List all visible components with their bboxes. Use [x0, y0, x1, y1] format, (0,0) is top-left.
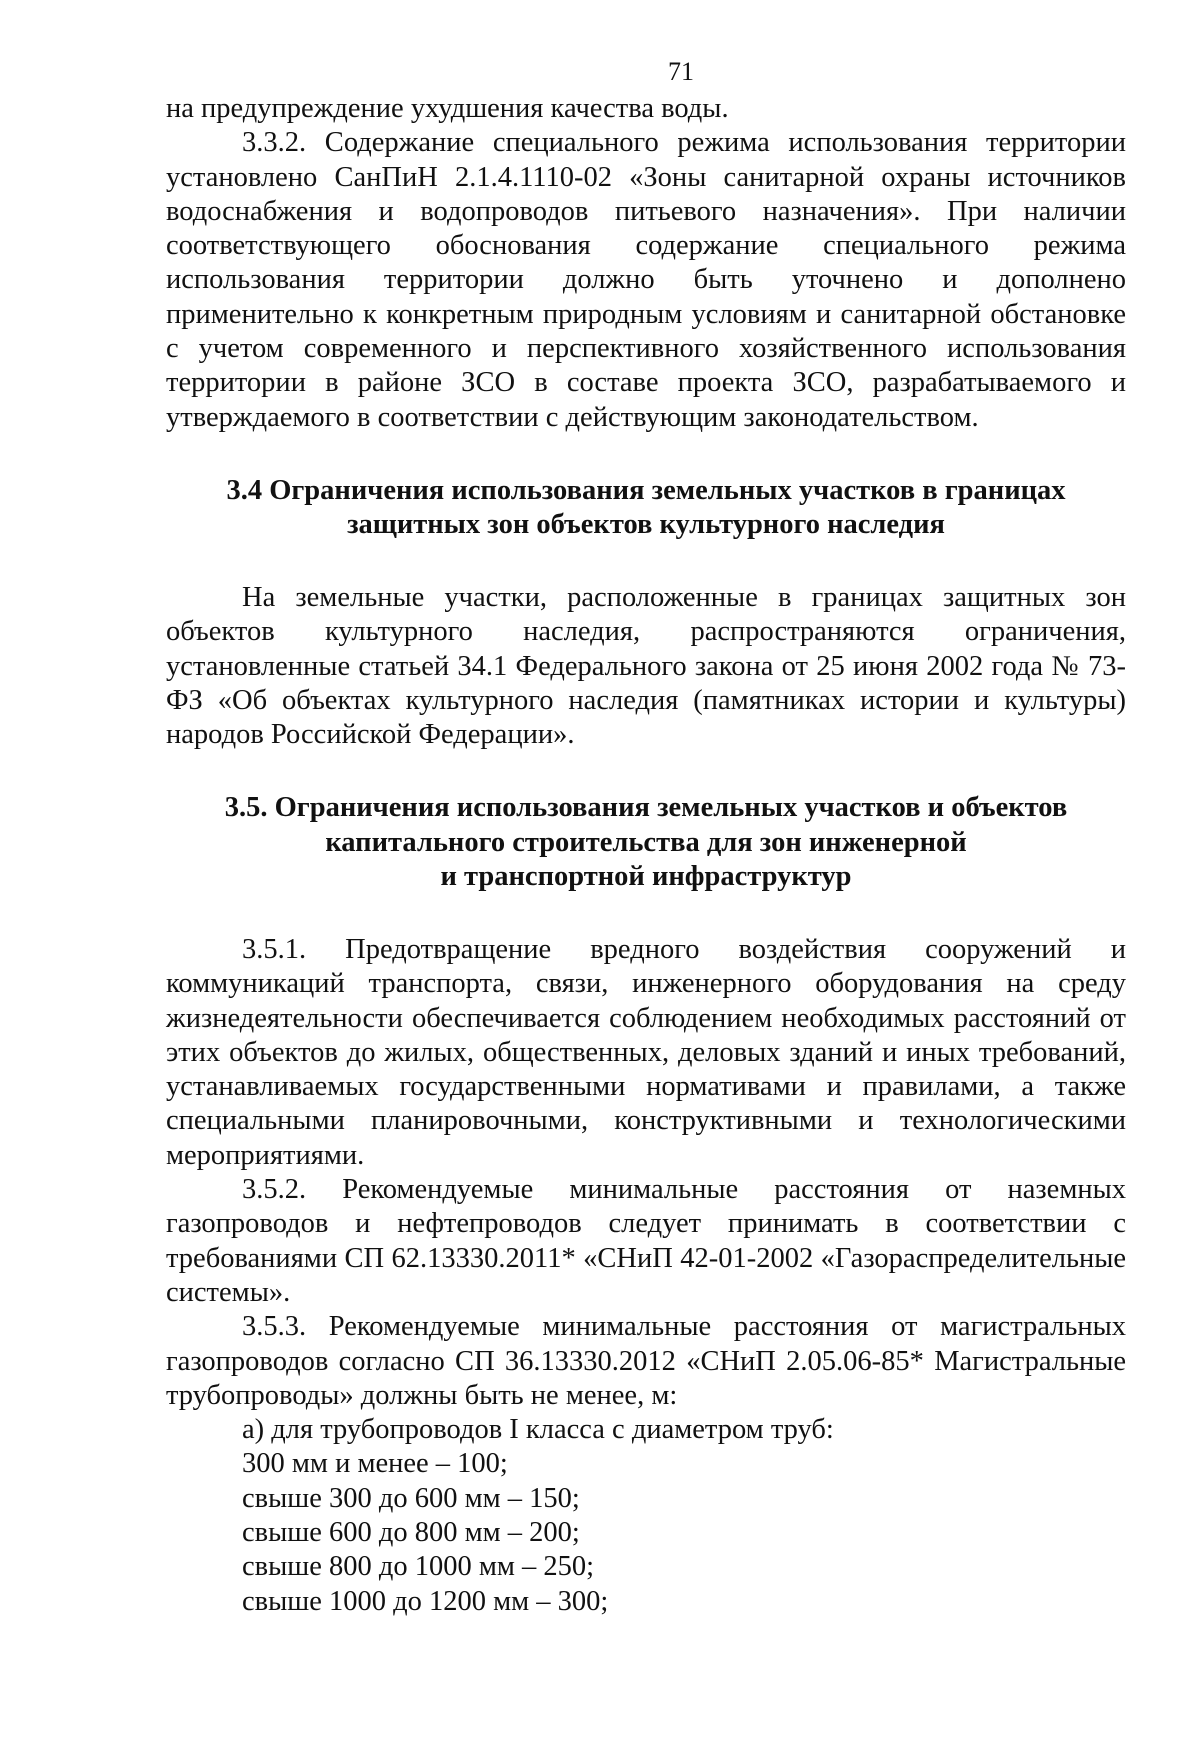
list-item: 300 мм и менее – 100;	[242, 1448, 508, 1480]
paragraph-3-5-3: 3.5.3. Рекомендуемые минимальные расстояния от магистральных газопроводов согласно СП 36.13330.2012 «СНиП 2.05.06-85* Магистральные трубопроводы» должны быть не менее, м:	[166, 1311, 1126, 1411]
list-item: свыше 300 до 600 мм – 150;	[242, 1482, 580, 1514]
heading-3-4-line-2: защитных зон объектов культурного наследия	[347, 509, 945, 541]
heading-3-4-line-1: 3.4 Ограничения использования земельных участков в границах	[226, 474, 1066, 506]
paragraph-3-4: На земельные участки, расположенные в границах защитных зон объектов культурного наследия, распространяются ограничения, установленные статьей 34.1 Федерального закона от 25 июня 2002 года № 73-ФЗ «Об объектах культурного наследия (памятниках истории и культуры) народов Российской Федерации».	[166, 581, 1126, 751]
paragraph-3-5-1: 3.5.1. Предотвращение вредного воздействия сооружений и коммуникаций транспорта, связи, инженерного оборудования на среду жизнедеятельности обеспечивается соблюдением необходимых расстояний от этих объектов до жилых, общественных, деловых зданий и иных требований, устанавливаемых государственными нормативами и правилами, а также специальными планировочными, конструктивными и технологическими мероприятиями.	[166, 933, 1126, 1171]
distance-list	[166, 1413, 1126, 1619]
list-item: а) для трубопроводов I класса с диаметром труб:	[242, 1414, 834, 1446]
list-item: свыше 800 до 1000 мм – 250;	[242, 1551, 595, 1583]
paragraph-3-3-2: 3.3.2. Содержание специального режима использования территории установлено СанПиН 2.1.4.1110-02 «Зоны санитарной охраны источников водоснабжения и водопроводов питьевого назначения». При наличии соответствующего обоснования содержание специального режима использования территории должно быть уточнено и дополнено применительно к конкретным природным условиям и санитарной обстановке с учетом современного и перспективного хозяйственного использования территории в районе ЗСО в составе проекта ЗСО, разрабатываемого и утверждаемого в соответствии с действующим законодательством.	[166, 127, 1126, 433]
list-item: свыше 1000 до 1200 мм – 300;	[242, 1585, 609, 1617]
heading-3-5-line-2: капитального строительства для зон инженерной	[325, 826, 967, 858]
page-number: 71	[668, 57, 694, 86]
list-item: свыше 600 до 800 мм – 200;	[242, 1517, 580, 1548]
heading-3-5-line-1: 3.5. Ограничения использования земельных участков и объектов	[224, 792, 1068, 824]
paragraph-3-5-2: 3.5.2. Рекомендуемые минимальные расстояния от наземных газопроводов и нефтепроводов следует принимать в соответствии с требованиями СП 62.13330.2011* «СНиП 42-01-2002 «Газораспределительные системы».	[166, 1174, 1126, 1308]
section-heading-3-5	[166, 791, 1126, 895]
paragraph-continuation: на предупреждение ухудшения качества воды.	[166, 93, 729, 124]
heading-3-5-line-3: и транспортной инфраструктур	[440, 861, 852, 893]
section-heading-3-4	[166, 474, 1126, 543]
document-page	[166, 52, 1126, 1619]
